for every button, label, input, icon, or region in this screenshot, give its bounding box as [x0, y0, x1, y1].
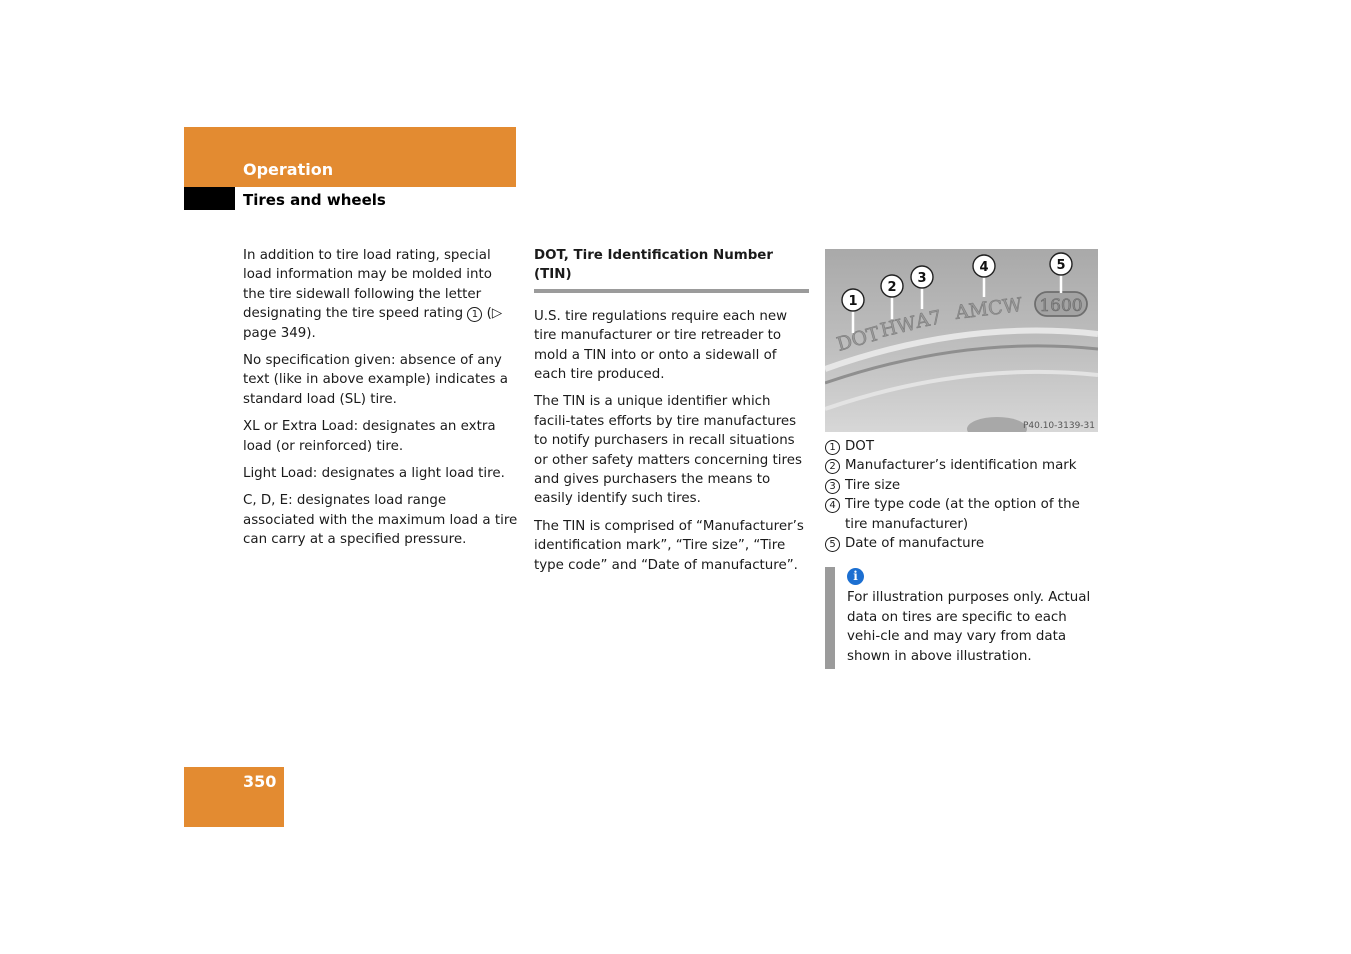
marking-manufacturer: HW: [878, 312, 919, 342]
paragraph: U.S. tire regulations require each new tire manufacturer or tire retreader to mold a TIN into or onto a sidewall of each tire produced.: [534, 308, 788, 383]
figure-legend: [825, 437, 1099, 553]
left-column: [243, 246, 518, 558]
info-note: [825, 567, 1099, 666]
subsection-marker: [184, 187, 235, 210]
legend-number: 4: [825, 498, 840, 513]
section-title: Operation: [243, 160, 334, 179]
legend-item: [825, 495, 1099, 534]
callout-label: 4: [979, 260, 989, 275]
legend-item: [825, 456, 1099, 475]
callout-label: 5: [1056, 258, 1066, 273]
info-bar: [825, 567, 835, 669]
subsection-title: Tires and wheels: [243, 191, 386, 209]
callout-label: 1: [848, 294, 858, 309]
legend-number: 3: [825, 479, 840, 494]
marking-date: 1600: [1039, 296, 1083, 316]
paragraph: The TIN is a unique identifier which facili-tates efforts by tire manufactures to notify purchasers in recall situations or other safety matters concerning tires and gives purchasers the means to easily identify such tires.: [534, 394, 802, 507]
legend-item: [825, 437, 1099, 456]
header-bar: [184, 127, 516, 187]
legend-number: 2: [825, 459, 840, 474]
marking-type: AMCW: [953, 293, 1024, 324]
callout-label: 2: [887, 280, 897, 295]
legend-number: 5: [825, 537, 840, 552]
marking-dot: DOT: [834, 322, 883, 356]
right-column: [825, 249, 1099, 666]
legend-text: Tire type code (at the option of the tire manufacturer): [845, 497, 1080, 532]
info-icon: i: [847, 568, 864, 585]
middle-column: [534, 246, 809, 583]
tire-sidewall-illustration: [825, 249, 1098, 432]
legend-text: Manufacturer’s identification mark: [845, 458, 1077, 474]
paragraph: XL or Extra Load: designates an extra load (or reinforced) tire.: [243, 419, 496, 454]
legend-text: Tire size: [845, 477, 901, 493]
page-number: 350: [243, 772, 277, 791]
section-heading: DOT, Tire Identification Number (TIN): [534, 246, 809, 293]
paragraph: Light Load: designates a light load tire.: [243, 466, 505, 482]
legend-text: DOT: [845, 439, 875, 454]
info-text: For illustration purposes only. Actual data on tires are specific to each vehi-cle and may vary from data shown in above illustration.: [847, 590, 1091, 664]
marking-size: A7: [913, 306, 944, 333]
callout-ref: 1: [467, 307, 482, 322]
page-reference[interactable]: (▷ page 349).: [243, 306, 503, 341]
paragraph: C, D, E: designates load range associated with the maximum load a tire can carry at a specified pressure.: [243, 493, 518, 548]
figure-code: P40.10-3139-31: [1022, 421, 1095, 431]
legend-text: Date of manufacture: [845, 536, 985, 552]
paragraph: In addition to tire load rating, special load information may be molded into the tire sidewall following the letter designating the tire speed rating 1 (▷ page 349).: [243, 248, 503, 341]
paragraph: The TIN is comprised of “Manufacturer’s identification mark”, “Tire size”, “Tire type code” and “Date of manufacture”.: [534, 518, 804, 573]
paragraph: No specification given: absence of any text (like in above example) indicates a standard load (SL) tire.: [243, 353, 508, 407]
legend-number: 1: [825, 440, 840, 455]
legend-item: [825, 476, 1099, 495]
callout-label: 3: [917, 271, 927, 286]
legend-item: [825, 534, 1099, 553]
